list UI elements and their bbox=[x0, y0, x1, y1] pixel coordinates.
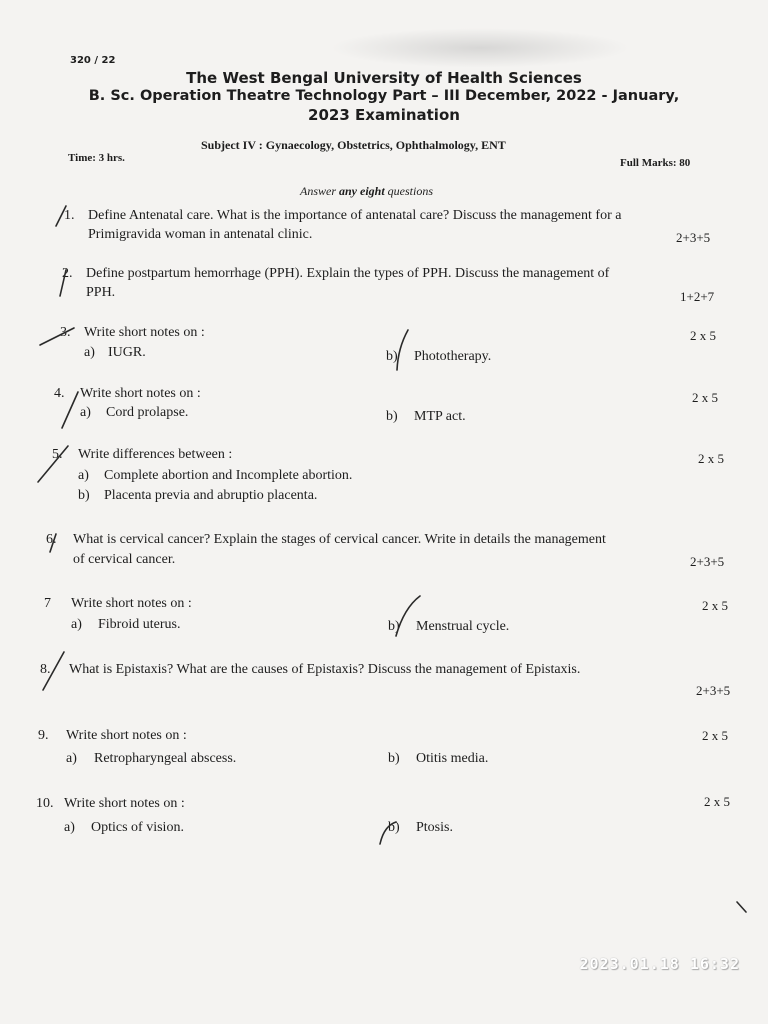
option-b-text: Otitis media. bbox=[416, 751, 489, 766]
option-a-text: IUGR. bbox=[108, 345, 146, 360]
option-b-text: Menstrual cycle. bbox=[416, 619, 510, 634]
question-number: 9. bbox=[38, 728, 49, 743]
university-name: The West Bengal University of Health Sciences bbox=[186, 69, 582, 87]
question-text-cont: of cervical cancer. bbox=[73, 552, 176, 567]
option-a-label: a) bbox=[71, 617, 82, 632]
option-a-label: a) bbox=[66, 751, 77, 766]
question-marks: 2 x 5 bbox=[702, 728, 728, 743]
paper-code: 320 / 22 bbox=[70, 55, 116, 66]
question-number: 7 bbox=[44, 596, 51, 611]
option-a-text: Cord prolapse. bbox=[106, 405, 189, 420]
question-text: Write short notes on : bbox=[71, 596, 192, 611]
question-text: Write short notes on : bbox=[64, 796, 185, 811]
option-b-text: Ptosis. bbox=[416, 820, 453, 835]
question-text: Define postpartum hemorrhage (PPH). Explain the types of PPH. Discuss the management of bbox=[86, 266, 610, 281]
option-a-text: Optics of vision. bbox=[91, 820, 184, 835]
question-number: 4. bbox=[54, 386, 65, 401]
question-text: What is cervical cancer? Explain the stages of cervical cancer. Write in details the management bbox=[73, 532, 606, 547]
question-marks: 2+3+5 bbox=[690, 554, 725, 569]
option-b-label: b) bbox=[78, 488, 90, 503]
question-text: Define Antenatal care. What is the importance of antenatal care? Discuss the management for a bbox=[88, 208, 622, 223]
option-b-text: Placenta previa and abruptio placenta. bbox=[104, 488, 318, 503]
question-number: 1. bbox=[64, 208, 75, 223]
question-text-cont: PPH. bbox=[86, 285, 116, 300]
question-text: What is Epistaxis? What are the causes of Epistaxis? Discuss the management of Epistaxis. bbox=[69, 662, 581, 677]
option-a-text: Retropharyngeal abscess. bbox=[94, 751, 237, 766]
option-b-text: Phototherapy. bbox=[414, 349, 492, 364]
question-number: 6. bbox=[46, 532, 57, 547]
question-number: 10. bbox=[36, 796, 54, 811]
question-text: Write short notes on : bbox=[66, 728, 187, 743]
option-b-label: b) bbox=[388, 619, 400, 634]
full-marks: Full Marks: 80 bbox=[620, 157, 691, 169]
option-b-label: b) bbox=[386, 409, 398, 424]
question-text: Write short notes on : bbox=[84, 325, 205, 340]
question-number: 2. bbox=[62, 266, 73, 281]
question-marks: 2 x 5 bbox=[704, 794, 730, 809]
option-b-label: b) bbox=[386, 349, 398, 364]
question-number: 8. bbox=[40, 662, 51, 677]
question-marks: 2 x 5 bbox=[698, 451, 724, 466]
question-number: 3. bbox=[60, 325, 71, 340]
option-a-text: Complete abortion and Incomplete abortion. bbox=[104, 468, 353, 483]
question-marks: 2+3+5 bbox=[696, 683, 731, 698]
option-a-label: a) bbox=[84, 345, 95, 360]
question-marks: 1+2+7 bbox=[680, 289, 715, 304]
option-a-label: a) bbox=[78, 468, 89, 483]
option-a-text: Fibroid uterus. bbox=[98, 617, 181, 632]
option-a-label: a) bbox=[80, 405, 91, 420]
question-text-cont: Primigravida woman in antenatal clinic. bbox=[88, 227, 313, 242]
question-marks: 2 x 5 bbox=[692, 390, 718, 405]
option-a-label: a) bbox=[64, 820, 75, 835]
question-marks: 2+3+5 bbox=[676, 230, 711, 245]
option-b-text: MTP act. bbox=[414, 409, 466, 424]
course-title-line1: B. Sc. Operation Theatre Technology Part – III December, 2022 - January, bbox=[88, 88, 680, 104]
option-b-label: b) bbox=[388, 751, 400, 766]
time-allowed: Time: 3 hrs. bbox=[68, 152, 125, 164]
question-marks: 2 x 5 bbox=[690, 328, 716, 343]
instructions: Answer any eight questions bbox=[300, 184, 434, 198]
question-marks: 2 x 5 bbox=[702, 598, 728, 613]
photo-timestamp: 2023.01.18 16:32 bbox=[579, 955, 740, 973]
course-title-line2: 2023 Examination bbox=[308, 106, 460, 124]
subject-line: Subject IV : Gynaecology, Obstetrics, Ophthalmology, ENT bbox=[201, 138, 506, 152]
question-text: Write short notes on : bbox=[80, 386, 201, 401]
question-number: 5. bbox=[52, 447, 63, 462]
question-text: Write differences between : bbox=[78, 447, 233, 462]
option-b-label: b) bbox=[388, 820, 400, 835]
scan-smudge bbox=[330, 28, 630, 68]
